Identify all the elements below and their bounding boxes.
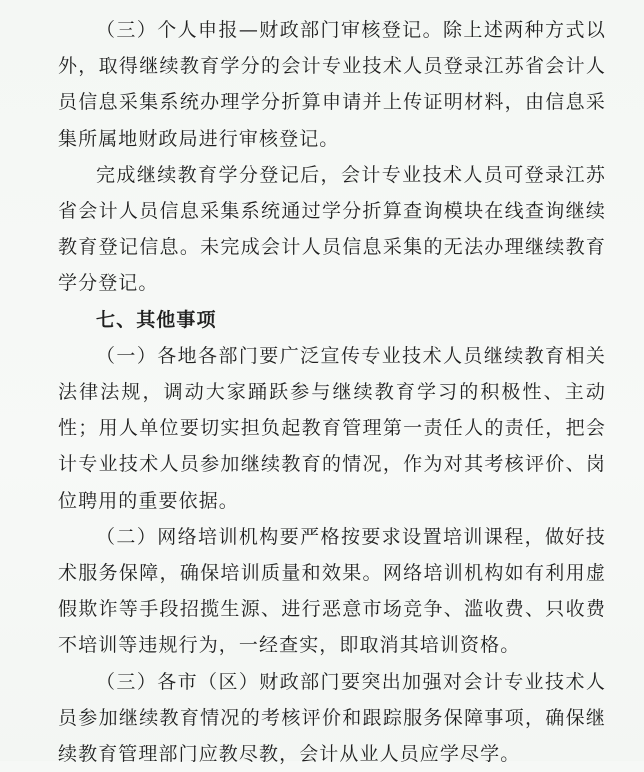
paragraph-personal-declaration: （三）个人申报—财政部门审核登记。除上述两种方式以外，取得继续教育学分的会计专业技术人员登录江苏省会计人员信息采集系统办理学分折算申请并上传证明材料，由信息采集所属地财政局进行审核登记。 (58, 19, 606, 150)
paragraph-city-finance: （三）各市（区）财政部门要突出加强对会计专业技术人员参加继续教育情况的考核评价和跟踪服务保障事项，确保继续教育管理部门应教尽教，会计从业人员应学尽学。 (58, 670, 606, 766)
paragraph-publicity: （一）各地各部门要广泛宣传专业技术人员继续教育相关法律法规，调动大家踊跃参与继续教育学习的积极性、主动性；用人单位要切实担负起教育管理第一责任人的责任，把会计专业技术人员参加继续教育的情况，作为对其考核评价、岗位聘用的重要依据。 (58, 344, 606, 512)
paragraph-credit-query: 完成继续教育学分登记后，会计专业技术人员可登录江苏省会计人员信息采集系统通过学分折算查询模块在线查询继续教育登记信息。未完成会计人员信息采集的无法办理继续教育学分登记。 (58, 163, 606, 295)
paragraph-training-institutions: （二）网络培训机构要严格按要求设置培训课程，做好技术服务保障，确保培训质量和效果。网络培训机构如有利用虚假欺诈等手段招揽生源、进行恶意市场竞争、滥收费、只收费不培训等违规行为，一经查实，即取消其培训资格。 (58, 525, 606, 657)
section-heading: 七、其他事项 (96, 308, 217, 331)
